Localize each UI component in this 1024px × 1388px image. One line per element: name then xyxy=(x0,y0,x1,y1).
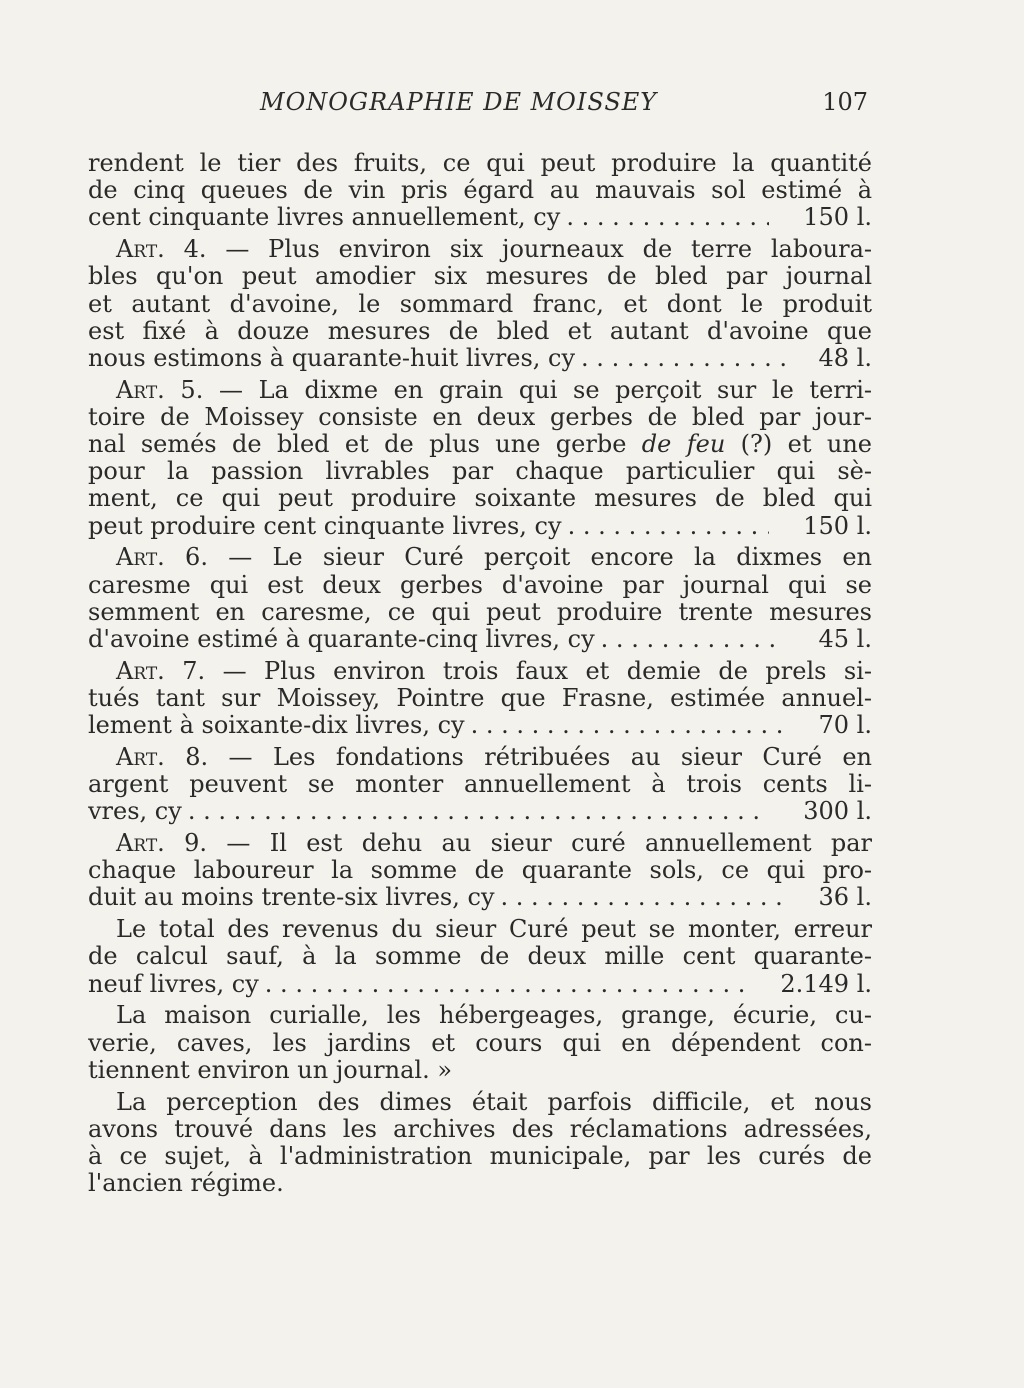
text-line: de calcul sauf, à la somme de deux mille cent quarante- xyxy=(88,943,872,971)
leader-text: nous estimons à quarante-huit livres, cy xyxy=(88,344,576,372)
amount: 48 l. xyxy=(818,344,872,372)
text-line: à ce sujet, à l'administration municipale, par les curés de xyxy=(88,1142,872,1170)
dot-leader xyxy=(566,204,769,231)
running-header xyxy=(88,88,872,124)
text-line xyxy=(88,744,872,771)
document-page xyxy=(88,0,872,1388)
leader-text: d'avoine estimé à quarante-cinq livres, cy xyxy=(88,625,595,653)
text-line: pour la passion livrables par chaque particulier qui sè- xyxy=(88,458,872,486)
leader-line xyxy=(88,513,872,540)
leader-text: neuf livres, cy xyxy=(88,970,259,998)
amount: 300 l. xyxy=(803,798,872,826)
dot-leader xyxy=(501,884,785,911)
text-line: tués tant sur Moissey, Pointre que Frasne, estimée annuel- xyxy=(88,684,872,712)
text-line: ment, ce qui peut produire soixante mesures de bled qui xyxy=(88,485,872,513)
dot-leader xyxy=(568,513,770,540)
leader-text: lement à soixante-dix livres, cy xyxy=(88,712,465,740)
article-text: — Il est dehu au sieur curé annuellement par xyxy=(226,830,872,858)
article-label: Art. 7. xyxy=(116,657,206,685)
article-label: Art. 5. xyxy=(116,376,204,404)
text-line xyxy=(88,236,872,263)
article-6 xyxy=(88,544,872,653)
article-text: — Les fondations rétribuées au sieur Curé en xyxy=(228,743,872,771)
amount: 150 l. xyxy=(803,204,872,232)
article-5 xyxy=(88,377,872,540)
text-line: est fixé à douze mesures de bled et autant d'avoine que xyxy=(88,317,872,345)
text-line: toire de Moissey consiste en deux gerbes de bled par jour- xyxy=(88,403,872,431)
text-line: La perception des dimes était parfois difficile, et nous xyxy=(116,1088,872,1116)
text-line: rendent le tier des fruits, ce qui peut produire la quantité xyxy=(88,150,872,177)
leader-line xyxy=(88,626,872,653)
text-line: de cinq queues de vin pris égard au mauvais sol estimé à xyxy=(88,177,872,205)
dot-leader xyxy=(188,798,769,825)
article-label: Art. 8. xyxy=(116,743,209,771)
dot-leader xyxy=(471,712,785,739)
article-label: Art. 4. xyxy=(116,236,207,264)
leader-text: cent cinquante livres annuellement, cy xyxy=(88,204,561,232)
leader-line xyxy=(88,345,872,372)
text-line: caresme qui est deux gerbes d'avoine par journal qui se xyxy=(88,571,872,599)
dot-leader xyxy=(601,626,785,653)
text-line: argent peuvent se monter annuellement à trois cents li- xyxy=(88,771,872,799)
leader-line xyxy=(88,204,872,231)
amount: 2.149 l. xyxy=(780,970,872,998)
total-paragraph xyxy=(88,916,872,998)
text-line xyxy=(88,431,872,458)
dot-leader xyxy=(265,971,747,998)
page-number: 107 xyxy=(822,88,868,116)
article-label: Art. 6. xyxy=(116,544,208,572)
text-segment: (?) et une xyxy=(725,431,872,459)
text-line: chaque laboureur la somme de quarante sols, ce qui pro- xyxy=(88,857,872,885)
text-line: bles qu'on peut amodier six mesures de bled par journal xyxy=(88,263,872,291)
text-line: tiennent environ un journal. » xyxy=(88,1056,453,1084)
article-4 xyxy=(88,236,872,372)
text-line: avons trouvé dans les archives des réclamations adressées, xyxy=(88,1115,872,1143)
running-title: MONOGRAPHIE DE MOISSEY xyxy=(260,88,658,116)
article-text: — Plus environ six journeaux de terre laboura- xyxy=(225,236,872,264)
article-text: — Le sieur Curé perçoit encore la dixmes en xyxy=(228,544,872,572)
text-line: semment en caresme, ce qui peut produire trente mesures xyxy=(88,598,872,626)
closing-paragraph xyxy=(88,1089,872,1198)
dot-leader xyxy=(581,345,784,372)
text-line xyxy=(88,658,872,685)
article-text: — La dixme en grain qui se perçoit sur le terri- xyxy=(218,376,872,404)
leader-text: peut produire cent cinquante livres, cy xyxy=(88,512,562,540)
article-9 xyxy=(88,830,872,912)
text-line: Le total des revenus du sieur Curé peut se monter, erreur xyxy=(116,916,872,944)
italic-phrase: de feu xyxy=(641,431,726,459)
amount: 150 l. xyxy=(803,512,872,540)
amount: 36 l. xyxy=(818,884,872,912)
text-line: et autant d'avoine, le sommard franc, et dont le produit xyxy=(88,290,872,318)
text-line: l'ancien régime. xyxy=(88,1170,284,1198)
leader-text: vres, cy xyxy=(88,798,182,826)
leader-text: duit au moins trente-six livres, cy xyxy=(88,884,495,912)
text-line: La maison curialle, les hébergeages, grange, écurie, cu- xyxy=(116,1002,872,1030)
leader-line xyxy=(88,798,872,825)
text-line xyxy=(88,830,872,857)
article-7 xyxy=(88,658,872,740)
body-text xyxy=(88,150,872,1202)
leader-line xyxy=(88,884,872,911)
amount: 70 l. xyxy=(818,712,872,740)
leader-line xyxy=(88,712,872,739)
amount: 45 l. xyxy=(818,625,872,653)
text-line: verie, caves, les jardins et cours qui en dépendent con- xyxy=(88,1029,872,1057)
paragraph-continuation xyxy=(88,150,872,232)
text-line xyxy=(88,377,872,404)
article-text: — Plus environ trois faux et demie de prels si- xyxy=(222,657,872,685)
leader-line xyxy=(88,971,872,998)
article-label: Art. 9. xyxy=(116,830,208,858)
text-line xyxy=(88,544,872,571)
text-segment: nal semés de bled et de plus une gerbe xyxy=(88,431,642,459)
house-paragraph xyxy=(88,1002,872,1084)
article-8 xyxy=(88,744,872,826)
